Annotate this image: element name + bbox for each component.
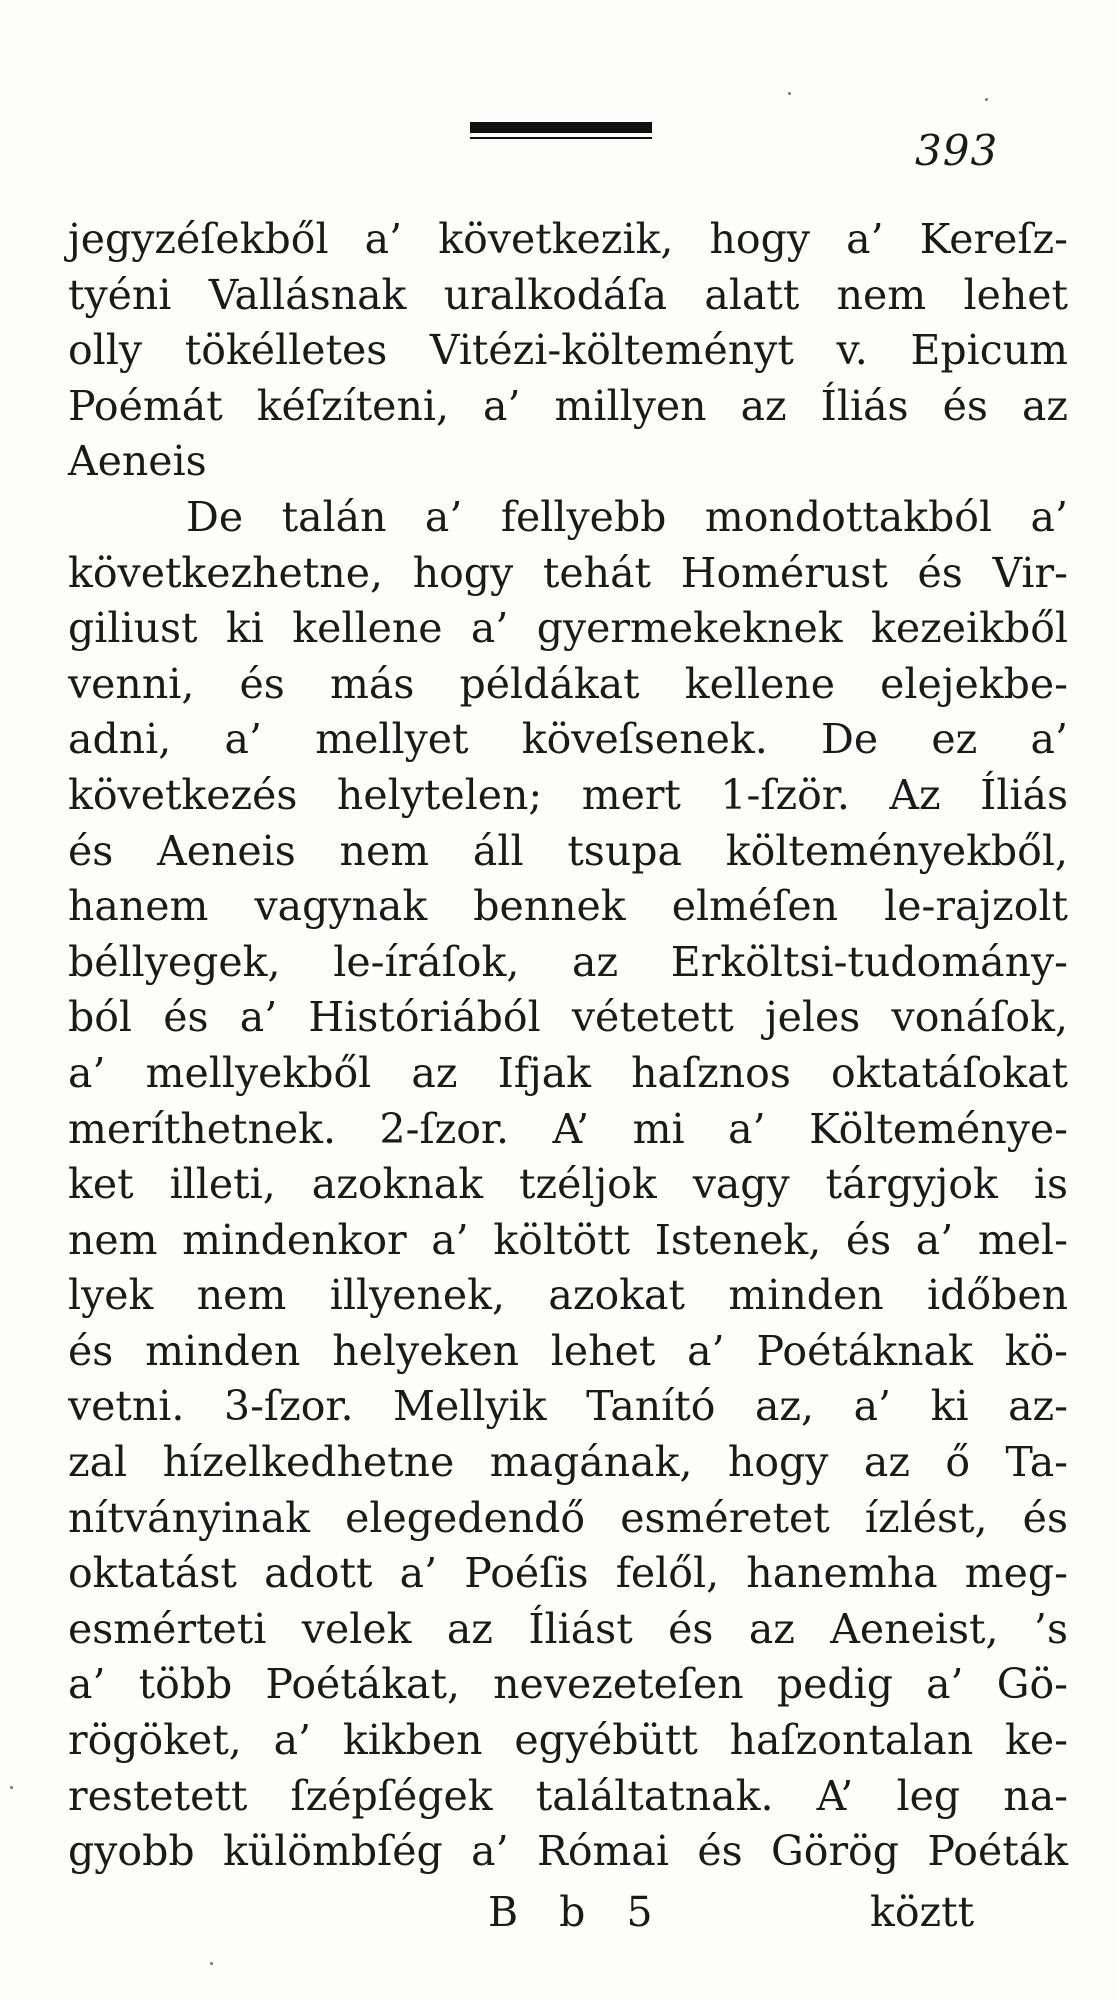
paper-speck [10,1786,13,1789]
text-line: tyéni Vallásnak uralkodáſa alatt nem lehet [68,270,1068,319]
text-line: Aeneis [68,437,207,486]
text-line: vetni. 3-ſzor. Mellyik Tanító az, a’ ki az- [68,1382,1068,1431]
text-line: jegyzéſekből a’ következik, hogy a’ Kereſz- [68,215,1068,263]
text-line: nem mindenkor a’ költött Istenek, és a’ mel- [68,1215,1068,1264]
text-line: következés helytelen; mert 1-ſzör. Az Íliás [68,770,1068,819]
text-line: olly tökélletes Vitézi-költeményt v. Epicum [68,326,1068,375]
text-line: zal hízelkedhetne magának, hogy az ő Ta- [68,1438,1068,1487]
text-line: giliust ki kellene a’ gyermekeknek kezeikből [68,604,1068,653]
page-number: 393 [915,126,999,175]
text-line: oktatást adott a’ Poéſis felől, hanemha meg- [68,1549,1068,1598]
text-line: és Aeneis nem áll tsupa költeményekből, [68,826,1068,875]
catchword: köztt [870,1888,975,1936]
text-line: rögöket, a’ kikben egyébütt haſzontalan ke- [68,1716,1068,1765]
text-line: restetett ſzépſégek találtatnak. A’ leg na- [68,1771,1068,1820]
text-line: a’ több Poétákat, nevezeteſen pedig a’ Gö- [68,1660,1068,1709]
text-line: következhetne, hogy tehát Homérust és Vir- [68,548,1068,597]
header-ornament-rule [470,122,652,142]
paper-speck [985,98,988,101]
text-line: meríthetnek. 2-ſzor. A’ mi a’ Költeménye- [68,1104,1068,1153]
text-line: Poémát kéſzíteni, a’ millyen az Íliás és az [68,381,1068,430]
paper-speck [788,92,791,95]
text-line: hanem vagynak bennek elméſen le-rajzolt [68,882,1068,931]
page-footer [0,1888,1118,1948]
text-line: ket illeti, azoknak tzéljok vagy tárgyjok is [68,1160,1068,1209]
body-text [68,212,1068,1880]
text-line: és minden helyeken lehet a’ Poétáknak kö- [68,1326,1068,1375]
paragraph-start-line: De talán a’ fellyebb mondottakból a’ [186,492,1068,541]
text-line: béllyegek, le-íráſok, az Erköltsi-tudomány- [68,937,1068,986]
paper-speck [210,1962,213,1965]
text-line: lyek nem illyenek, azokat minden időben [68,1271,1068,1320]
signature-mark: B b 5 [488,1888,667,1936]
text-line: a’ mellyekből az Ifjak haſznos oktatáſokat [68,1048,1068,1097]
text-line: adni, a’ mellyet köveſsenek. De ez a’ [68,715,1068,764]
text-line: venni, és más példákat kellene elejekbe- [68,659,1068,708]
text-line: gyobb külömbſég a’ Római és Görög Poéták [68,1827,1068,1876]
text-line: nítványinak elegedendő esméretet ízlést, és [68,1493,1068,1542]
text-line: esmérteti velek az Íliást és az Aeneist, ’s [68,1604,1068,1653]
text-line: ból és a’ Históriából vétetett jeles vonáſok, [68,993,1068,1042]
